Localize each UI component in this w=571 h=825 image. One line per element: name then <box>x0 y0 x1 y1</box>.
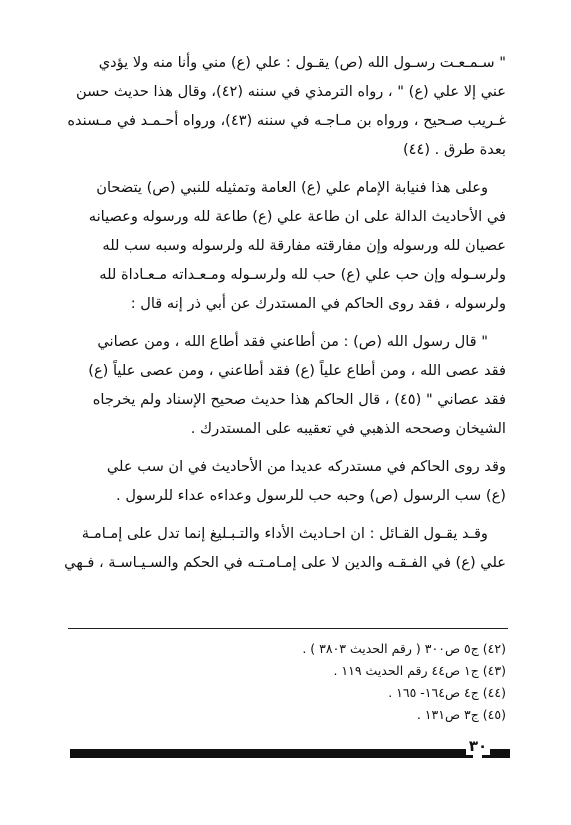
text-line: غـريب صـحيح ، ورواه بن مـاجـه في سننه (٤٣)، ورواه أحـمـد في مـسنده <box>67 112 506 129</box>
paragraph-3-quote <box>68 327 506 443</box>
text-line: عني إلا علي (ع) " ، رواه الترمذي في سننه (٤٢)، وقال هذا حديث حسن <box>76 83 506 100</box>
paragraph-2 <box>68 173 506 318</box>
paragraph-4 <box>68 452 506 510</box>
paragraph-5 <box>64 519 506 577</box>
text-line: عصيان لله ورسوله وإن مفارقته مفارقة لله ولرسوله وسبه سب لله <box>102 237 506 254</box>
text-line: علي (ع) في الفـقـه والدين لا على إمـامـتـه في الحكم والسـيـاسـة ، فـهي <box>64 554 506 571</box>
footnotes <box>240 638 506 726</box>
text-line: " سـمـعـت رسـول الله (ص) يقـول : علي (ع) مني وأنا منه ولا يؤدي <box>98 54 506 71</box>
text-line: ولرسوله ، فقد روى الحاكم في المستدرك عن أبي ذر إنه قال : <box>130 295 506 312</box>
text-line: وقـد يقـول القـائل : ان احـاديث الأداء والتـبـليغ إنما تدل على إمـامـة <box>81 525 488 542</box>
footnote-43: (٤٣) ج١ ص٤٤ رقم الحديث ١١٩ . <box>333 663 506 678</box>
text-line: فقد عصى الله ، ومن أطاع علياً (ع) فقد أطاعني ، ومن عصى علياً (ع) <box>88 362 506 379</box>
main-text <box>64 48 506 586</box>
text-line: الشيخان وصححه الذهبي في تعقيبه على المستدرك . <box>190 420 506 437</box>
footnote-44: (٤٤) ج٤ ص١٦٤- ١٦٥ . <box>388 685 506 700</box>
page-number: ٣٠ <box>466 737 490 755</box>
footnote-42: (٤٢) ج٥ ص٣٠٠ ( رقم الحديث ٣٨٠٣ ) . <box>302 641 506 656</box>
text-line: وقد روى الحاكم في مستدركه عديدا من الأحاديث في ان سب علي <box>106 458 506 475</box>
text-line: فقد عصاني " (٤٥) ، قال الحاكم هذا حديث صحيح الإسناد ولم يخرجاه <box>92 391 506 408</box>
text-line: (ع) سب الرسول (ص) وحبه حب للرسول وعداءه عداء للرسول . <box>116 487 506 504</box>
paragraph-1 <box>68 48 506 164</box>
text-line: بعدة طرق . (٤٤) <box>402 141 506 158</box>
text-line: ولرسـوله وإن حب علي (ع) حب لله ولرسـوله ومـعـداته مـعـاداة لله <box>99 266 506 283</box>
text-line: وعلى هذا فنيابة الإمام علي (ع) العامة وتمثيله للنبي (ص) يتضحان <box>96 179 488 196</box>
footnote-45: (٤٥) ج٣ ص١٣١ . <box>416 707 506 722</box>
text-line: " قال رسول الله (ص) : من أطاعني فقد أطاع الله ، ومن عصاني <box>97 333 488 350</box>
footer-bar-long <box>70 749 473 758</box>
footnote-separator <box>68 628 508 629</box>
text-line: في الأحاديث الدالة على ان طاعة علي (ع) طاعة لله ورسوله وعصيانه <box>88 208 506 225</box>
